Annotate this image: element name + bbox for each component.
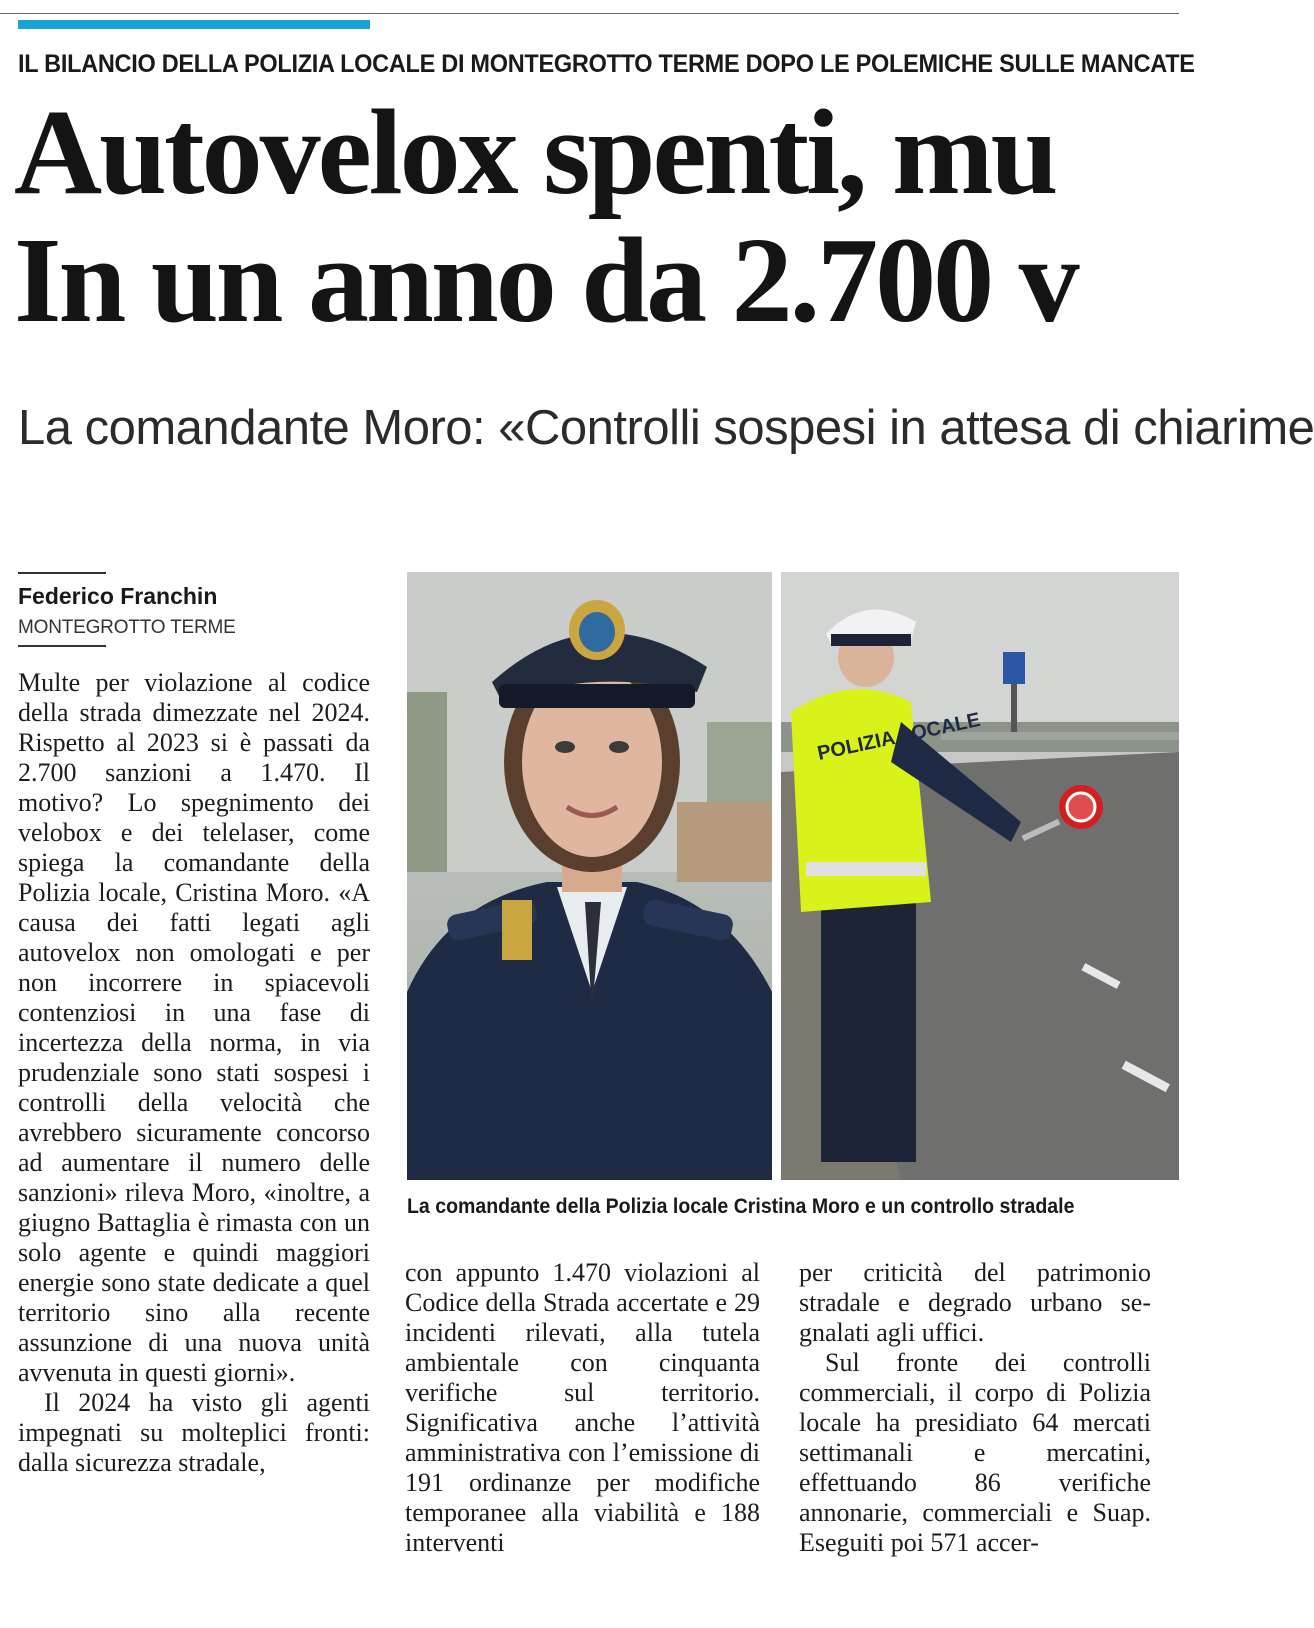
byline-place: MONTEGROTTO TERME [18,617,236,638]
top-rule [0,13,1179,14]
byline-bottom-rule [18,645,106,647]
photo-caption: La comandante della Polizia locale Cristina Moro e un controllo stradale [407,1195,1075,1218]
headline-line-1: Autovelox spenti, mu [14,85,1056,220]
headline-line-2: In un anno da 2.700 v [14,213,1077,348]
portrait-illustration [407,572,772,1180]
deck-subtitle: La comandante Moro: «Controlli sospesi in attesa di chiarime [18,401,1314,455]
article-column-2 [405,1258,760,1558]
vest-lettering: POLIZIA LOCALE [815,708,983,765]
photo-traffic-control [781,572,1179,1180]
byline-top-rule [18,572,106,574]
section-accent-bar [18,20,370,29]
paragraph: per criticità del patrimonio stradale e degrado urbano segnalati agli uffici. [799,1258,1151,1347]
paragraph: con appunto 1.470 violazioni al Codice della Strada accertate e 29 incidenti rilevati, alla tutela ambientale con cinquanta verifiche sul territorio. Significativa anche l’attività amministrativa con l’emissione di 191 ordinanze per modifiche temporanee alla viabilità e 188 interventi [405,1258,760,1557]
paragraph: Sul fronte dei controlli commerciali, il corpo di Polizia locale ha presidiato 64 mercati settimanali e mercatini, effettuando 86 verifiche annonarie, commerciali e Suap. Eseguiti poi 571 accer- [799,1348,1151,1557]
kicker: IL BILANCIO DELLA POLIZIA LOCALE DI MONTEGROTTO TERME DOPO LE POLEMICHE SULLE MANCATE [18,50,1195,78]
photo-commander-portrait [407,572,772,1180]
article-column-1 [18,668,370,1478]
paragraph: Multe per violazione al codice della strada dimezzate nel 2024. Rispetto al 2023 si è passati da 2.700 sanzioni a 1.470. Il motivo? Lo spegnimento dei velobox e dei telelaser, come spiega la comandante della Polizia locale, Cristina Moro. «A causa dei fatti legati agli autovelox non omologati e per non incorrere in spiacevoli contenziosi in una fase di incertezza della norma, in via prudenziale sono stati sospesi i controlli della velocità che avrebbero sicuramente concorso ad aumentare il numero delle sanzioni» rileva Moro, «inoltre, a giugno Battaglia è rimasta con un solo agente e quindi maggiori energie sono state dedicate a quel territorio sino alla recente assunzione di una nuova unità avvenuta in questi giorni». [18,668,370,1387]
byline-author: Federico Franchin [18,583,218,609]
traffic-control-illustration [781,572,1179,1180]
paragraph: Il 2024 ha visto gli agenti impegnati su molteplici fronti: dalla sicurezza stradale, [18,1388,370,1477]
article-column-3 [799,1258,1151,1558]
